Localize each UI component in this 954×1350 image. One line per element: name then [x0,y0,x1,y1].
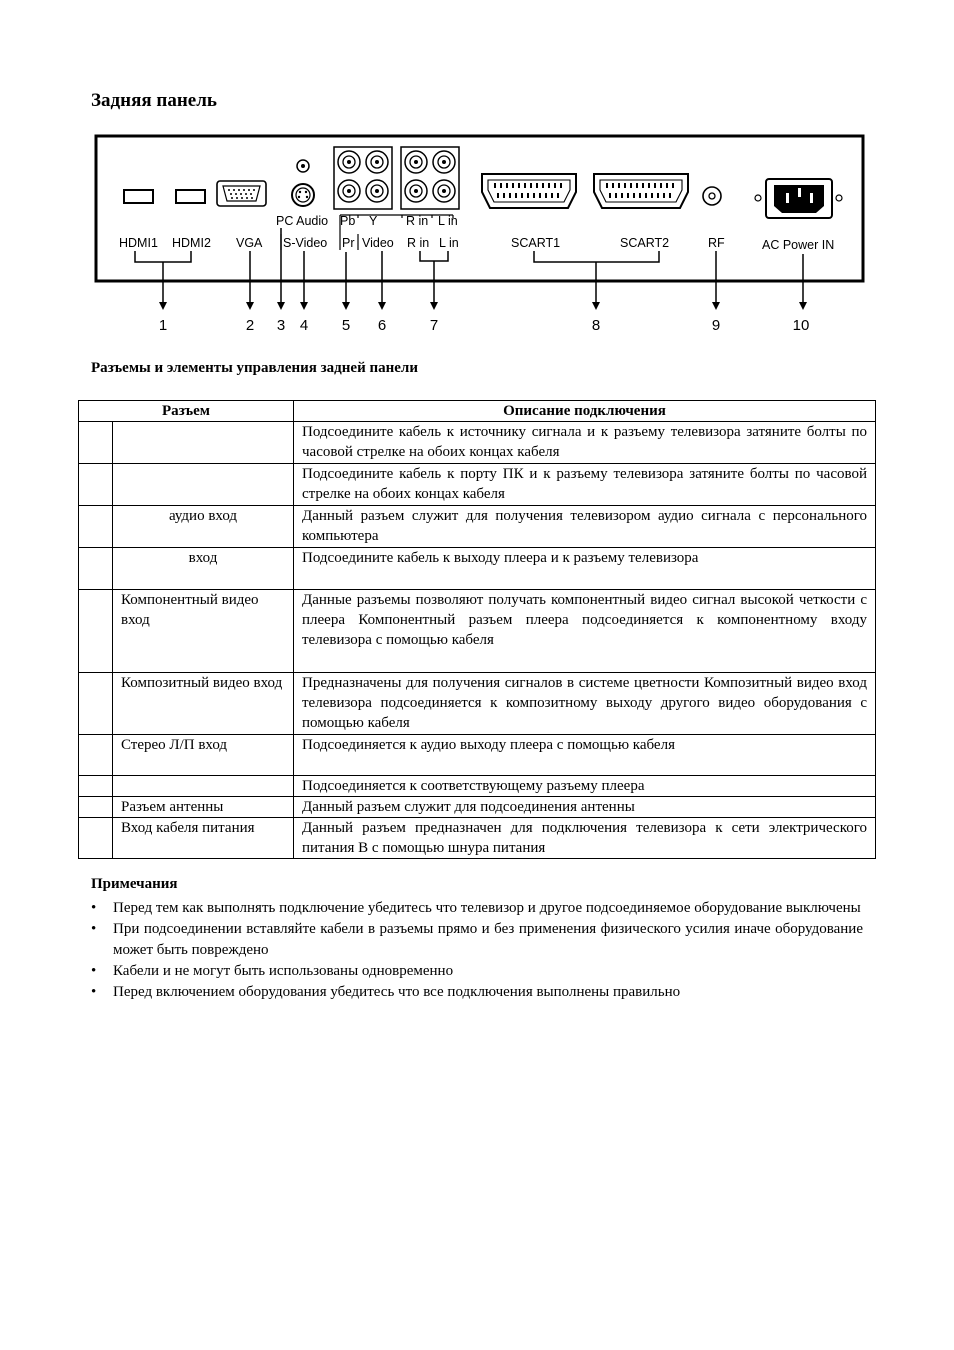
label-hdmi1: HDMI1 [119,236,158,250]
table-row [79,797,876,818]
rear-panel-diagram [90,130,870,340]
note-text: Перед тем как выполнять подключение убедитесь что телевизор и другое подсоединяемое оборудование выключены [113,900,861,916]
scart2-port [594,174,688,208]
connector-description: Подсоедините кабель к источнику сигнала и к разъему телевизора затяните болты по часовой стрелке на обоих концах кабеля [294,422,876,464]
callout-7: 7 [429,317,439,334]
label-hdmi2: HDMI2 [172,236,211,250]
table-row [79,422,876,464]
connector-name: Вход кабеля питания [113,818,294,859]
bullet-icon: • [91,900,97,916]
label-lin-top: L in [438,214,458,228]
note-item [91,961,863,982]
rf-port [703,187,721,205]
callout-3: 3 [276,317,286,334]
connector-name: Стерео Л/П вход [113,735,294,776]
bullet-icon: • [91,921,97,937]
table-row [79,590,876,673]
connector-description: Данный разъем служит для подсоединения антенны [294,797,876,818]
row-number [79,590,113,673]
connector-name: аудио вход [113,506,294,548]
notes-list [91,898,863,1003]
label-y: Y [369,214,378,228]
row-number [79,673,113,735]
table-row [79,776,876,797]
hdmi1-port [124,190,153,203]
connector-description: Подсоедините кабель к порту ПК и к разъему телевизора затяните болты по часовой стрелке на обоих концах кабеля [294,464,876,506]
bullet-icon: • [91,984,97,1000]
callout-2: 2 [245,317,255,334]
label-rf: RF [708,236,725,250]
table-caption: Разъемы и элементы управления задней панели [91,360,418,376]
bullet-icon: • [91,963,97,979]
callout-9: 9 [711,317,721,334]
header-connector: Разъем [79,401,294,422]
connector-description: Данные разъемы позволяют получать компонентный видео сигнал высокой четкости с плеера Компонентный разъем плеера подсоединяется к компонентному входу телевизора с помощью кабеля [294,590,876,673]
pc-audio-jack [297,160,309,172]
table-row [79,673,876,735]
rca-block-component [334,147,392,209]
table-row [79,735,876,776]
hdmi2-port [176,190,205,203]
connector-description: Подсоединяется к аудио выходу плеера с помощью кабеля [294,735,876,776]
row-number [79,776,113,797]
scart1-port [482,174,576,208]
row-number [79,797,113,818]
callout-4: 4 [299,317,309,334]
row-number [79,506,113,548]
label-video: Video [362,236,394,250]
label-ac-power: AC Power IN [762,238,835,252]
ac-power-socket [755,179,842,218]
note-text: Перед включением оборудования убедитесь что все подключения выполнены правильно [113,984,681,1000]
connector-name [113,464,294,506]
note-item [91,982,863,1003]
connector-description: Данный разъем предназначен для подключения телевизора к сети электрического питания В с помощью шнура питания [294,818,876,859]
callout-10: 10 [792,317,810,334]
connector-description: Предназначены для получения сигналов в системе цветности Композитный видео вход телевизора подсоединяется к композитному выходу другого видео оборудования с помощью кабеля [294,673,876,735]
label-rin-top: R in [406,214,429,228]
svideo-port [292,184,314,206]
label-scart2: SCART2 [620,236,670,250]
header-description: Описание подключения [294,401,876,422]
note-text: Кабели и не могут быть использованы одновременно [113,963,454,979]
label-scart1: SCART1 [511,236,561,250]
row-number [79,548,113,590]
label-pb: Pb [340,214,356,228]
vga-port [217,181,266,206]
note-text: При подсоединении вставляйте кабели в разъемы прямо и без применения физического усилия иначе оборудование может быть повреждено [113,921,863,958]
label-pc-audio: PC Audio [276,214,329,228]
connector-name [113,422,294,464]
connector-name: Компонентный видео вход [113,590,294,673]
connector-name: Разъем антенны [113,797,294,818]
table-row [79,506,876,548]
callout-8: 8 [591,317,601,334]
label-svideo: S-Video [283,236,328,250]
connector-name: вход [113,548,294,590]
connector-description: Данный разъем служит для получения телевизором аудио сигнала с персонального компьютера [294,506,876,548]
label-pr: Pr [342,236,355,250]
label-lin-bottom: L in [439,236,459,250]
rca-block-audio [401,147,459,209]
callout-6: 6 [377,317,387,334]
table-row [79,818,876,859]
label-vga: VGA [236,236,263,250]
note-item [91,919,863,961]
row-number [79,818,113,859]
table-row [79,464,876,506]
table-row [79,548,876,590]
connector-description: Подсоедините кабель к выходу плеера и к разъему телевизора [294,548,876,590]
row-number [79,464,113,506]
connector-name [113,776,294,797]
table-header-row [79,401,876,422]
row-number [79,735,113,776]
callout-5: 5 [341,317,351,334]
panel-outline [96,136,863,281]
label-rin-bottom: R in [407,236,430,250]
callout-1: 1 [158,317,168,334]
row-number [79,422,113,464]
notes-title: Примечания [91,876,178,892]
connectors-table [78,400,876,859]
page-title: Задняя панель [91,90,217,111]
note-item [91,898,863,919]
connector-description: Подсоединяется к соответствующему разъему плеера [294,776,876,797]
connector-name: Композитный видео вход [113,673,294,735]
